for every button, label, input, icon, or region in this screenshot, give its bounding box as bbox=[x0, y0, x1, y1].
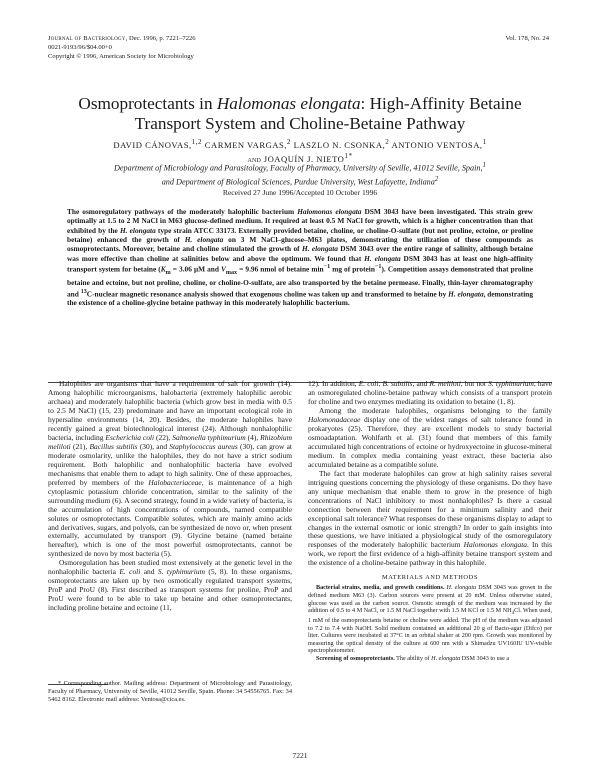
paragraph: Halophiles are organisms that have a requirement of salt for growth (14). Among halophilic microorganisms, halobacteria (extremely halophilic aerobic archaea) and moderately halophilic bacteria (which grow best in media with 0.5 to 2.5 M NaCl) (15, 23) predominate and have an important ecological role in hypersaline environments (14, 20). Besides, the moderate halophiles have recently gained a great biotechnological interest (24). Although nonhalophilic bacteria, including Escherichia coli (22), Salmonella typhimurium (4), Rhizobium meliloti (21), Bacillus subtilis (30), and Staphylococcus aureus (30), can grow at moderate osmolarity, unlike the halophiles, they do not have a strict sodium requirement. Both halophilic and nonhalophilic bacteria have evolved mechanisms that enable them to adapt to high salinity. One of these approaches, preferred by members of the Halobacteriaceae, is maintenance of a high cytoplasmic potassium chloride concentration, similar to the salinity of the surrounding medium (6). A second strategy, found in a wide variety of bacteria, is the accumulation of high concentrations of compounds, named compatible solutes or osmoprotectants. Compatible solutes, which are mainly amino acids and derivatives, sugars, and polyols, can be synthesized de novo or, when present externally, accumulated by transport (9). Glycine betaine (named betaine hereafter), which is one of the most powerful osmoprotectants, cannot be synthesized de novo by most bacteria (5). bbox=[48, 379, 292, 559]
paragraph: Osmoregulation has been studied most extensively at the genetic level in the nonhalophilic bacteria E. coli and S. typhimurium (5, 8). In these organisms, osmoprotectants are taken up by two osmotically regulated transport systems, ProP and ProU (8). First described as transport systems for proline, ProP and ProU were found to be able to take up betaine and other osmoprotectants, including proline betaine and ectoine (11, bbox=[48, 558, 293, 613]
paragraph: 12). In addition, E. coli, B. subtilis, and R. meliloti, but not S. typhimurium, have an osmoregulated choline-betaine pathway which consists of a transport protein for choline and two enzymes mediating its oxidation to betaine (1, 8). bbox=[308, 379, 552, 406]
paragraph: Bacterial strains, media, and growth conditions. H. elongata DSM 3043 was grown in the defined medium M63 (3). Carbon sources were present at 20 mM. Unless otherwise stated, glucose was used as the carbon source. Osmotic strength of the medium was increased by the addition of 0.5 to 4 M NaCl, or 1.5 M NaCl together with 1.5 M KCl or 1.5 M $NH_4Cl$. When used, 1 mM of the osmoprotectants betaine or choline were added. The pH of the medium was adjusted to 7.2 to 7.4 with NaOH. Solid medium contained an additional 20 g of Bacto-agar (Difco) per liter. Cultures were incubated at 37°C in an orbital shaker at 200 rpm. Growth was monitored by measuring the optical density of the culture at 600 nm with a Shimadzu UV160IU UV-visible spectrophotometer. bbox=[308, 585, 553, 655]
author-list: DAVID CÁNOVAS,$^{1,2}$ CARMEN VARGAS,$^2$ LASZLO N. CSONKA,$^2$ ANTONIO VENTOSA,$^1$ and JOAQUÍN J. $NIETO^{1*}$ bbox=[113, 138, 487, 164]
journal-name: Journal of Bacteriology bbox=[48, 35, 126, 42]
methods-section bbox=[308, 585, 552, 663]
journal-header bbox=[48, 34, 196, 61]
issn: 0021-9193/96/$04.00+0 bbox=[48, 44, 112, 51]
received-dates: Received 27 June 1996/Accepted 10 October 1996 bbox=[222, 188, 378, 197]
copyright: Copyright © 1996, American Society for Microbiology bbox=[48, 53, 194, 60]
page-number: 7221 bbox=[292, 751, 308, 760]
paragraph: Among the moderate halophiles, organisms belonging to the family Halomonadaceae display one of the widest ranges of salt tolerance found in prokaryotes (25). Therefore, they are excellent models to study bacterial osmoadaptation. Wohlfarth et al. (31) found that members of this family accumulated high concentrations of ectoine or hydroxyectoine in glucose-mineral medium. In complex media containing yeast extract, these bacteria also accumulated betaine as a compatible solute. bbox=[308, 405, 552, 469]
paragraph: Screening of osmoprotectants. The ability of H. elongata DSM 3043 to use a bbox=[316, 655, 510, 662]
abstract: The osmoregulatory pathways of the moderately halophilic bacterium Halomonas elongata DSM 3043 have been investigated. This strain grew optimally at 1.5 to 2 M NaCl in M63 glucose-defined medium. It required at least 0.5 M NaCl for growth, which is a higher concentration than that exhibited by the H. elongata type strain ATCC 33173. Externally provided betaine, choline, or choline-O-sulfate (but not proline, ectoine, or proline betaine) enhanced the growth of H. elongata on 3 M NaCl–glucose–M63 plates, demonstrating the utilization of these compounds as osmoprotectants. Moreover, betaine and choline stimulated the growth of H. elongata DSM 3043 over the entire range of salinity, although betaine was more effective than choline at salinities below and above the optimum. We found that H. elongata DSM 3043 has at least one high-affinity transport system for betaine ($K_m = 3.06$ μM and $V_{max} = 9.96$ nmol of betaine $\min^{-1}$ mg of protein$^{-1}$). Competition assays demonstrated that proline betaine and ectoine, but not proline, choline, or choline-O-sulfate, are also transported by the betaine permease. Finally, thin-layer chromatography and $^{13}$C-nuclear magnetic resonance analysis showed that exogenous choline was taken up and transformed to betaine by H. elongata, demonstrating the existence of a choline-glycine betaine pathway in this moderately halophilic bacterium. bbox=[67, 207, 533, 308]
section-heading: MATERIALS AND METHODS bbox=[381, 574, 479, 582]
body-column-left bbox=[48, 380, 292, 613]
volume-info: Vol. 178, No. 24 bbox=[505, 35, 549, 42]
article-title: Osmoprotectants in Halomonas elongata: High-Affinity Betaine Transport System and Choline-Betaine Pathway bbox=[78, 94, 522, 133]
paragraph: The fact that moderate halophiles can grow at high salinity raises several intriguing questions concerning the physiology of these organisms. Do they have any unique mechanism that enable them to grow in the presence of high concentrations of NaCl inhibitory to most nonhalophiles? Is there a casual connection between their requirement for a minimum salinity and their exceptional salt tolerance? What responses do these organisms display to adapt to changes in the external osmotic or ionic strength? In order to gain insights into these questions, we have initiated a physiological study of the osmoregulatory responses of the moderately halophilic bacterium Halomonas elongata. In this work, we report the first evidence of a high-affinity betaine transport system and the existence of a choline-betaine pathway in this halophile. bbox=[308, 468, 552, 568]
corresponding-author-footnote: * Corresponding author. Mailing address: Department of Microbiology and Parasitology, Faculty of Pharmacy, University of Seville, 41012 Seville, Spain. Phone: 34 54556765. Fax: 34 5462 8162. Electronic mail address: Ventosa@cica.es. bbox=[48, 680, 292, 703]
affiliations: Department of Microbiology and Parasitology, Faculty of Pharmacy, University of Seville, 41012 Seville, Spain,$^1$ and Department of Biological Sciences, Purdue University, West Lafayette, Indiana$^2$ bbox=[114, 162, 486, 187]
issue-date: , Dec. 1996, p. 7221–7226 bbox=[125, 35, 196, 42]
body-column-right bbox=[308, 380, 552, 664]
